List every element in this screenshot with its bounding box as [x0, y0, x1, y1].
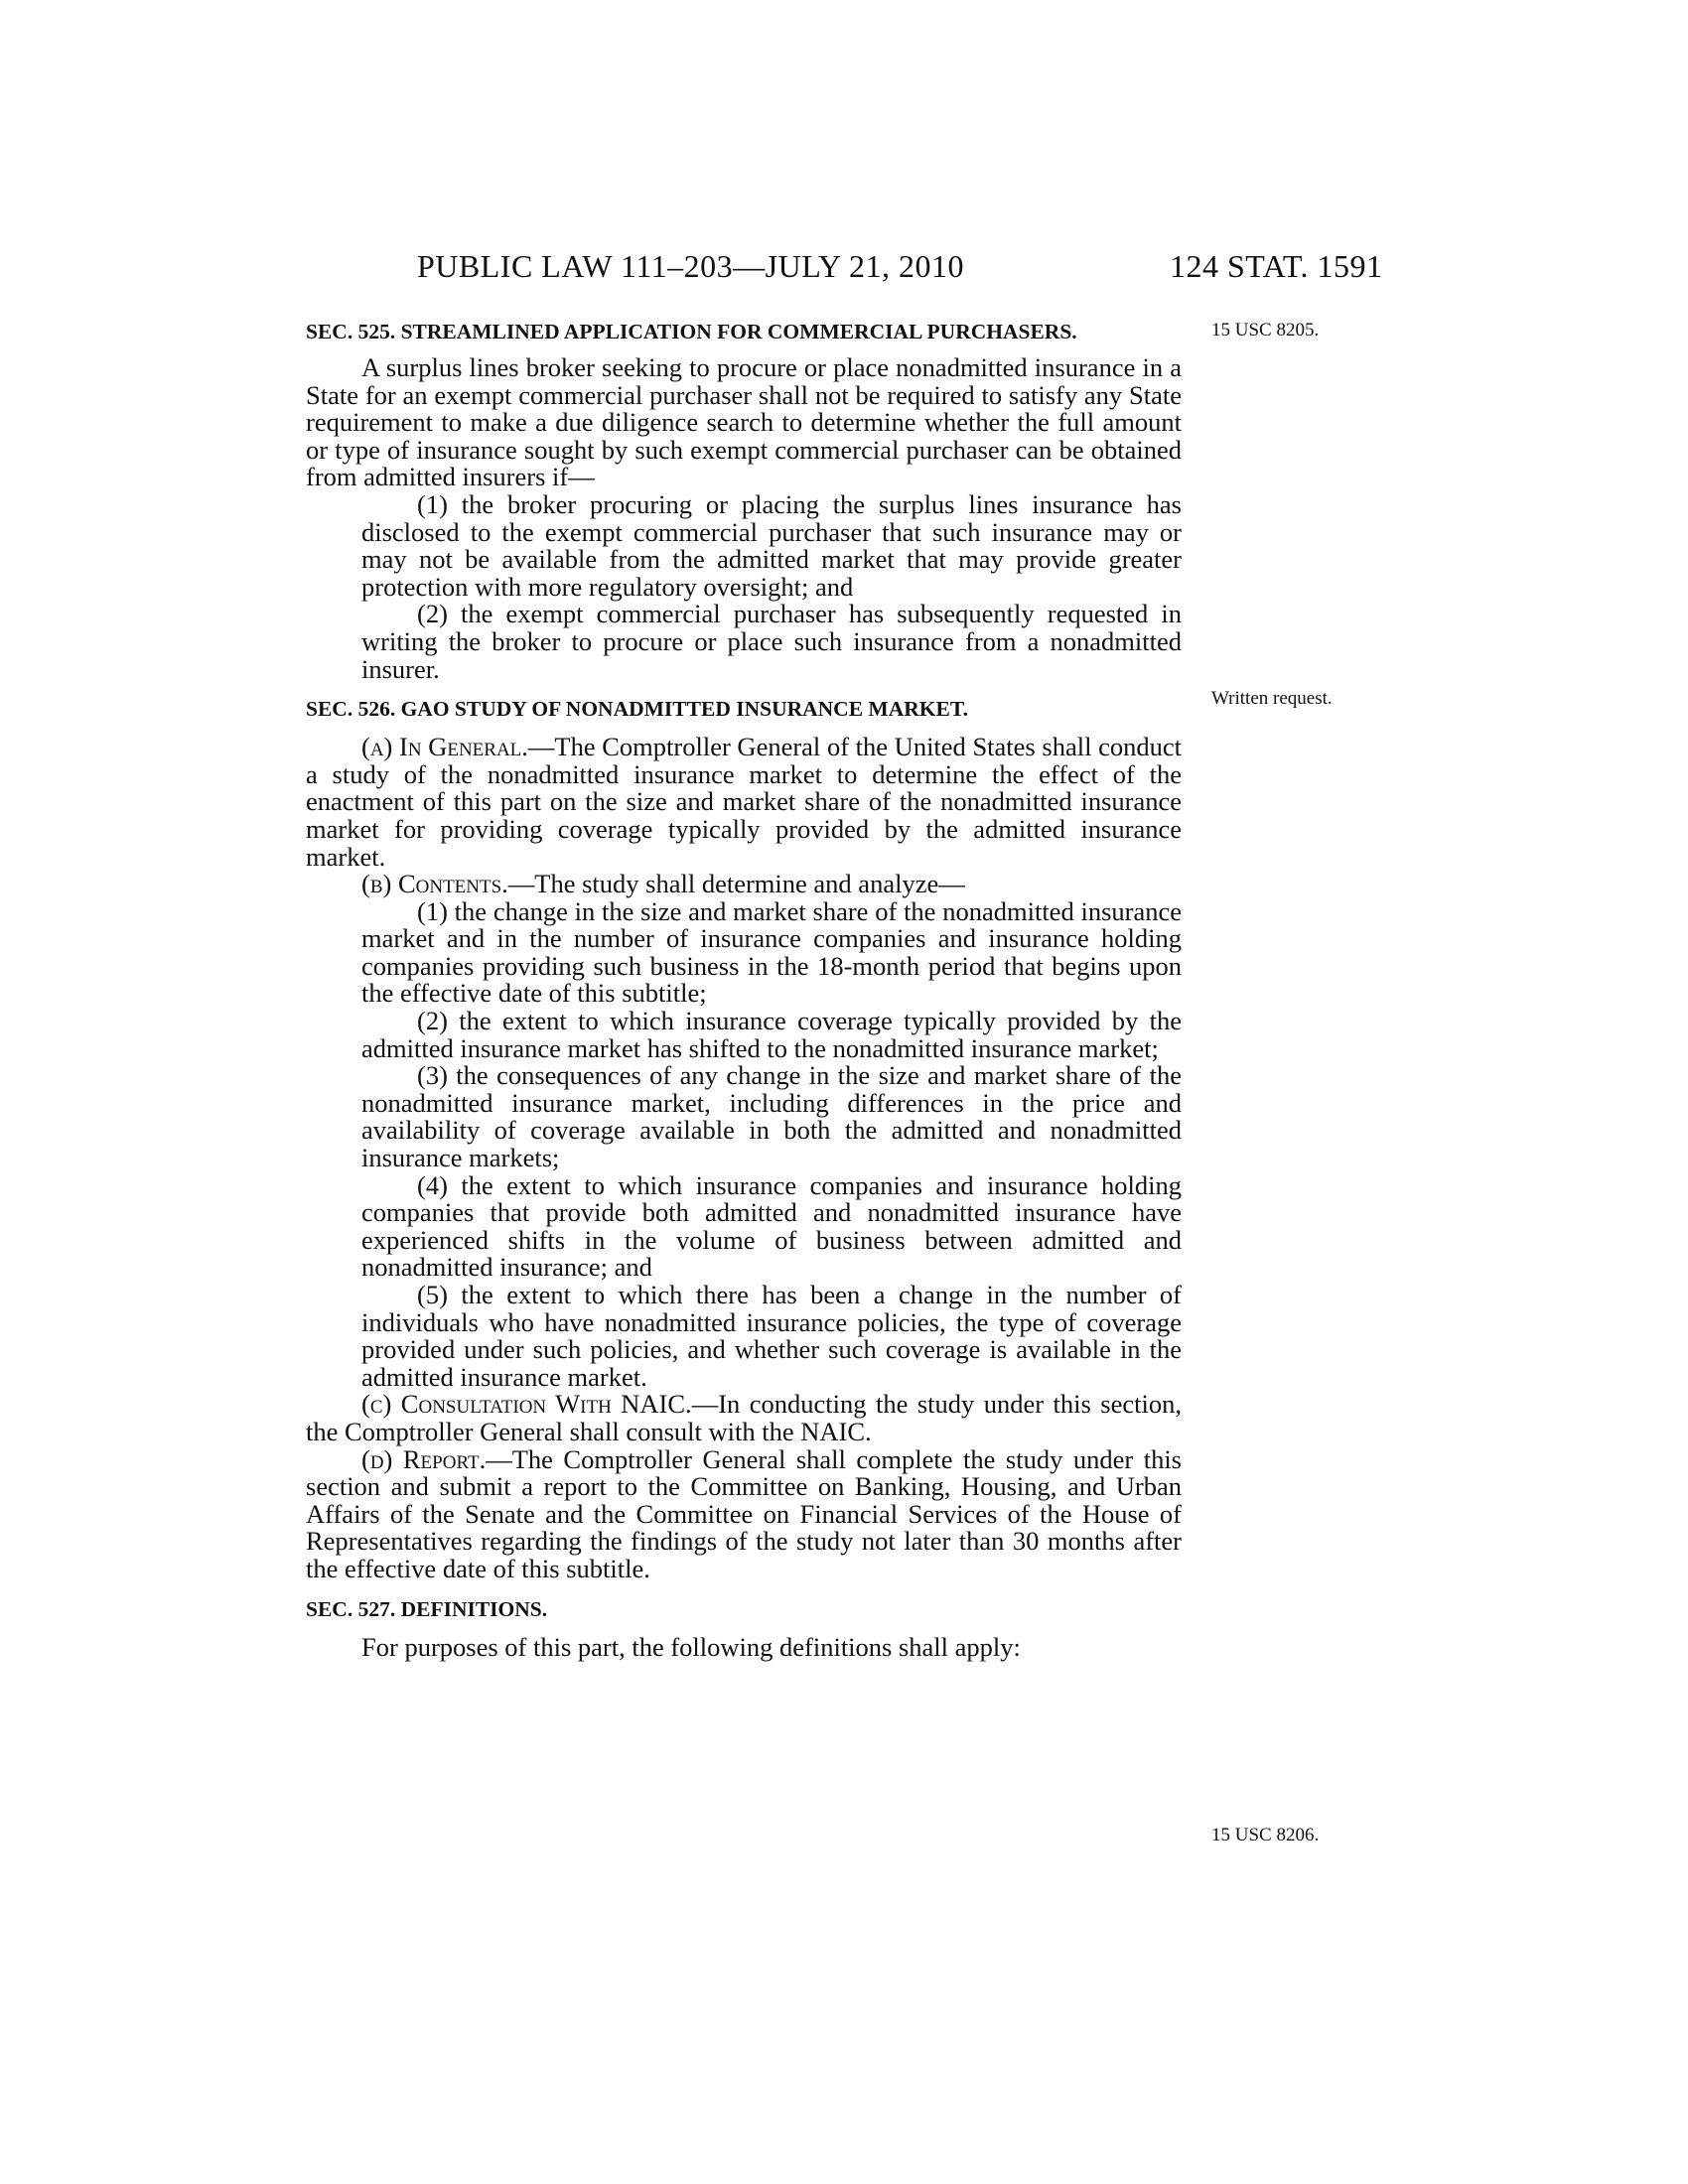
- section-527-intro: For purposes of this part, the following definitions shall apply:: [361, 1631, 1021, 1662]
- subsection-b-item: (5) the extent to which there has been a change in the number of individuals who have nonadmitted insurance policies, the type of coverage provided under such policies, and whether such coverage is available in the admitted insurance market.: [361, 1280, 1182, 1392]
- subsection-b-item: (3) the consequences of any change in the size and market share of the nonadmitted insurance market, including differences in the price and availability of coverage available in both the admitted and nonadmitted insurance markets;: [361, 1060, 1182, 1173]
- section-525-intro: A surplus lines broker seeking to procure or place nonadmitted insurance in a State for an exempt commercial purchaser shall not be required to satisfy any State requirement to make a due diligence search to determine whether the full amount or type of insurance sought by such exempt commercial purchaser can be obtained from admitted insurers if—: [306, 352, 1182, 492]
- subsection-b-item: (4) the extent to which insurance companies and insurance holding companies that provide both admitted and nonadmitted insurance have experienced shifts in the volume of business between admitted and nonadmitted insurance; and: [361, 1169, 1182, 1283]
- section-525-item: (2) the exempt commercial purchaser has subsequently requested in writing the broker to procure or place such insurance from a nonadmitted insurer.: [361, 599, 1182, 684]
- section-527-heading: SEC. 527. DEFINITIONS.: [306, 1596, 548, 1621]
- section-526-heading: SEC. 526. GAO STUDY OF NONADMITTED INSURANCE MARKET.: [306, 697, 968, 722]
- subsection-b-text: —The study shall determine and analyze—: [507, 869, 965, 899]
- subsection-b-label: (b) Contents.: [361, 869, 508, 899]
- subsection-b: [306, 871, 1182, 898]
- statute-page-number: 124 STAT. 1591: [1170, 248, 1383, 284]
- subsection-a-label: (a) In General.: [361, 732, 528, 762]
- section-525-heading: SEC. 525. STREAMLINED APPLICATION FOR COMMERCIAL PURCHASERS.: [306, 320, 1077, 343]
- subsection-b-item: (1) the change in the size and market share of the nonadmitted insurance market and in the number of insurance companies and insurance holding companies providing such business in the 18-month period that begins upon the effective date of this subtitle;: [361, 895, 1182, 1009]
- subsection-a: [306, 734, 1182, 871]
- margin-citation-sec525: 15 USC 8205.: [1211, 320, 1320, 341]
- subsection-a-text: —The Comptroller General of the United States shall conduct a study of the nonadmitted insurance market to determine the effect of the enactment of this part on the size and market share of the nonadmitted insurance market for providing coverage typically provided by the admitted insurance market.: [306, 732, 1182, 872]
- margin-note-written-request: Written request.: [1211, 688, 1333, 709]
- subsection-b-item: (2) the extent to which insurance coverage typically provided by the admitted insurance market has shifted to the nonadmitted insurance market;: [361, 1006, 1182, 1063]
- subsection-d-text: —The Comptroller General shall complete the study under this section and submit a report to the Committee on Banking, Housing, and Urban Affairs of the Senate and the Committee on Financial Services of the House of Representatives regarding the findings of the study not later than 30 months after the effective date of this subtitle.: [306, 1443, 1182, 1583]
- subsection-d-label: (d) Report.: [361, 1443, 487, 1474]
- margin-citation-sec527: 15 USC 8206.: [1211, 1825, 1320, 1845]
- running-header-title: PUBLIC LAW 111–203—JULY 21, 2010: [417, 248, 964, 284]
- subsection-d: [306, 1443, 1182, 1583]
- section-525-item: (1) the broker procuring or placing the surplus lines insurance has disclosed to the exempt commercial purchaser that such insurance may or may not be available from the admitted market that may provide greater protection with more regulatory oversight; and: [361, 488, 1182, 602]
- subsection-c-label: (c) Consultation With NAIC.: [361, 1389, 692, 1420]
- subsection-c-text: —In conducting the study under this section, the Comptroller General shall consult with the NAIC.: [306, 1389, 1182, 1446]
- subsection-c: [306, 1391, 1182, 1445]
- body-text-column: [306, 320, 1182, 1661]
